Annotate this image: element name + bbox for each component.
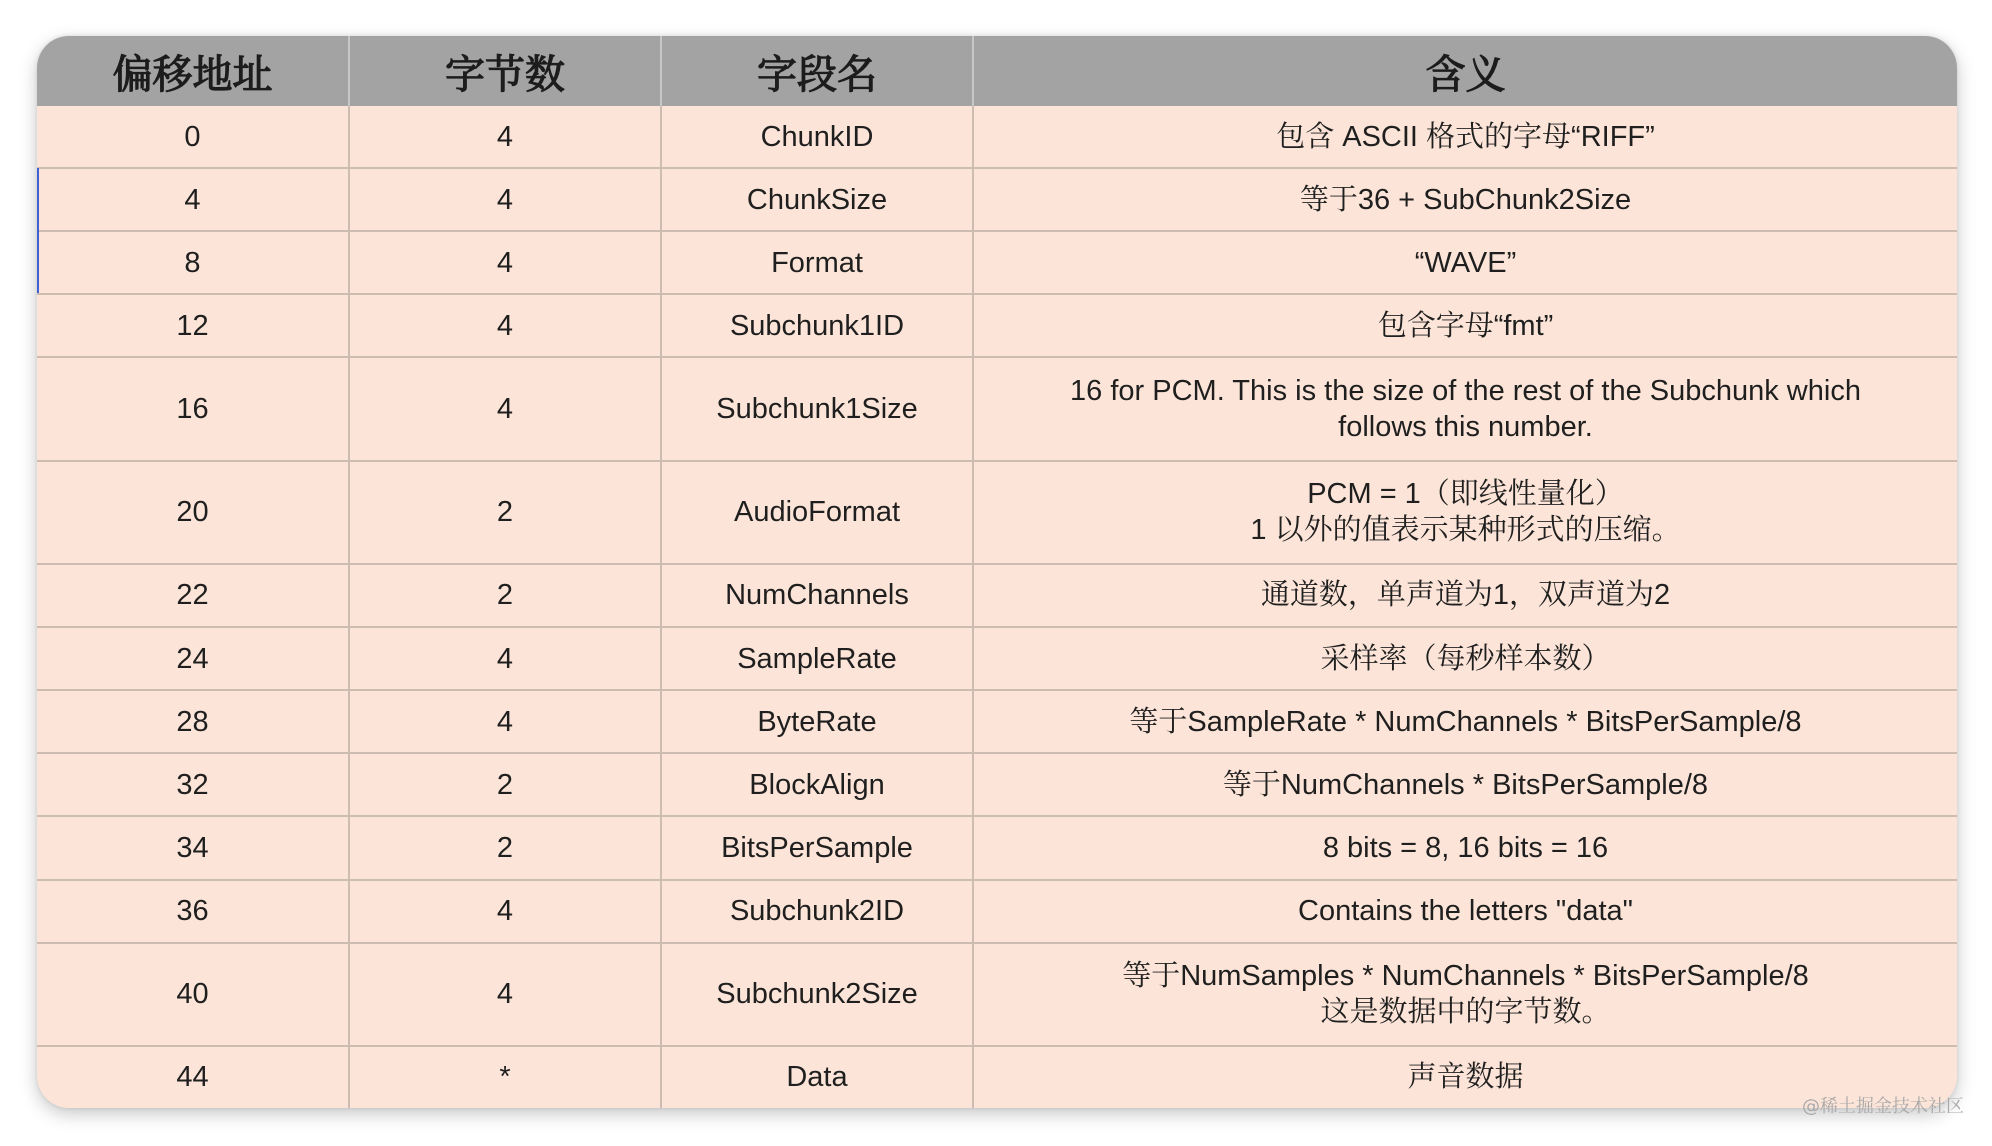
cell-bytes: 4 xyxy=(349,943,661,1046)
cell-offset: 28 xyxy=(37,690,349,753)
header-offset: 偏移地址 xyxy=(37,36,349,106)
meaning-line: 采样率（每秒样本数） xyxy=(1320,642,1611,675)
cell-meaning xyxy=(973,357,1957,460)
cell-offset: 12 xyxy=(37,294,349,357)
cell-offset: 40 xyxy=(37,943,349,1046)
table-row xyxy=(37,564,1957,627)
cell-bytes: 4 xyxy=(349,627,661,690)
cell-bytes: 4 xyxy=(349,357,661,460)
table-row xyxy=(37,294,1957,357)
table-row xyxy=(37,1046,1957,1108)
cell-meaning xyxy=(973,880,1957,943)
table-row xyxy=(37,168,1957,231)
table-row xyxy=(37,106,1957,168)
wav-header-table xyxy=(37,36,1957,1108)
cell-offset: 22 xyxy=(37,564,349,627)
meaning-line: follows this number. xyxy=(1338,411,1593,444)
cell-meaning xyxy=(973,168,1957,231)
cell-field-name: Format xyxy=(661,231,973,294)
cell-field-name: Subchunk2Size xyxy=(661,943,973,1046)
cell-offset: 24 xyxy=(37,627,349,690)
cell-bytes: 4 xyxy=(349,690,661,753)
cell-meaning xyxy=(973,627,1957,690)
cell-field-name: ByteRate xyxy=(661,690,973,753)
cell-field-name: AudioFormat xyxy=(661,461,973,564)
cell-offset: 32 xyxy=(37,753,349,816)
meaning-line: 这是数据中的字节数。 xyxy=(1320,996,1611,1029)
meaning-line: 通道数，单声道为1，双声道为2 xyxy=(1260,579,1671,612)
cell-bytes: 2 xyxy=(349,564,661,627)
cell-offset: 44 xyxy=(37,1046,349,1108)
cell-field-name: Subchunk2ID xyxy=(661,880,973,943)
cell-bytes: 4 xyxy=(349,168,661,231)
cell-meaning xyxy=(973,294,1957,357)
cell-field-name: ChunkSize xyxy=(661,168,973,231)
cell-meaning xyxy=(973,816,1957,879)
cell-meaning xyxy=(973,231,1957,294)
cell-bytes: 2 xyxy=(349,461,661,564)
cell-field-name: BlockAlign xyxy=(661,753,973,816)
meaning-line: 包含字母“fmt” xyxy=(1377,309,1554,342)
cell-meaning xyxy=(973,690,1957,753)
cell-offset: 0 xyxy=(37,106,349,168)
meaning-line: 等于NumChannels * BitsPerSample/8 xyxy=(1222,768,1709,801)
cell-meaning xyxy=(973,106,1957,168)
cell-field-name: NumChannels xyxy=(661,564,973,627)
meaning-line: 等于36 + SubChunk2Size xyxy=(1299,183,1632,216)
wav-header-table-card xyxy=(37,36,1957,1108)
cell-field-name: Subchunk1Size xyxy=(661,357,973,460)
table-row xyxy=(37,943,1957,1046)
cell-field-name: SampleRate xyxy=(661,627,973,690)
cell-bytes: * xyxy=(349,1046,661,1108)
table-body xyxy=(37,106,1957,1108)
cell-bytes: 4 xyxy=(349,106,661,168)
meaning-line: “WAVE” xyxy=(1414,246,1517,279)
table-row xyxy=(37,357,1957,460)
meaning-line: PCM = 1（即线性量化） xyxy=(1307,478,1624,511)
table-row xyxy=(37,627,1957,690)
table-header-row xyxy=(37,36,1957,106)
table-row xyxy=(37,690,1957,753)
cell-field-name: Data xyxy=(661,1046,973,1108)
cell-meaning xyxy=(973,564,1957,627)
table-row xyxy=(37,753,1957,816)
table-row xyxy=(37,816,1957,879)
meaning-line: 16 for PCM. This is the size of the rest of the Subchunk which xyxy=(1070,375,1861,408)
cell-bytes: 4 xyxy=(349,231,661,294)
selection-accent-bar xyxy=(37,168,39,293)
table-row xyxy=(37,231,1957,294)
meaning-line: 等于SampleRate * NumChannels * BitsPerSample/8 xyxy=(1129,705,1802,738)
cell-field-name: ChunkID xyxy=(661,106,973,168)
cell-meaning xyxy=(973,461,1957,564)
cell-field-name: Subchunk1ID xyxy=(661,294,973,357)
table-row xyxy=(37,461,1957,564)
cell-offset: 34 xyxy=(37,816,349,879)
cell-meaning xyxy=(973,753,1957,816)
cell-offset: 8 xyxy=(37,231,349,294)
cell-meaning xyxy=(973,943,1957,1046)
cell-bytes: 4 xyxy=(349,880,661,943)
cell-offset: 16 xyxy=(37,357,349,460)
meaning-line: 声音数据 xyxy=(1407,1061,1524,1094)
cell-offset: 20 xyxy=(37,461,349,564)
meaning-line: 等于NumSamples * NumChannels * BitsPerSample/8 xyxy=(1122,960,1809,993)
meaning-line: 包含 ASCII 格式的字母“RIFF” xyxy=(1276,120,1655,153)
cell-offset: 4 xyxy=(37,168,349,231)
watermark: @稀土掘金技术社区 xyxy=(1802,1096,1964,1117)
header-meaning: 含义 xyxy=(973,36,1957,106)
cell-bytes: 4 xyxy=(349,294,661,357)
cell-bytes: 2 xyxy=(349,816,661,879)
meaning-line: 1 以外的值表示某种形式的压缩。 xyxy=(1250,514,1681,547)
cell-offset: 36 xyxy=(37,880,349,943)
cell-bytes: 2 xyxy=(349,753,661,816)
table-row xyxy=(37,880,1957,943)
header-field-name: 字段名 xyxy=(661,36,973,106)
meaning-line: 8 bits = 8, 16 bits = 16 xyxy=(1322,831,1609,864)
meaning-line: Contains the letters "data" xyxy=(1298,895,1633,928)
header-bytes: 字节数 xyxy=(349,36,661,106)
cell-field-name: BitsPerSample xyxy=(661,816,973,879)
